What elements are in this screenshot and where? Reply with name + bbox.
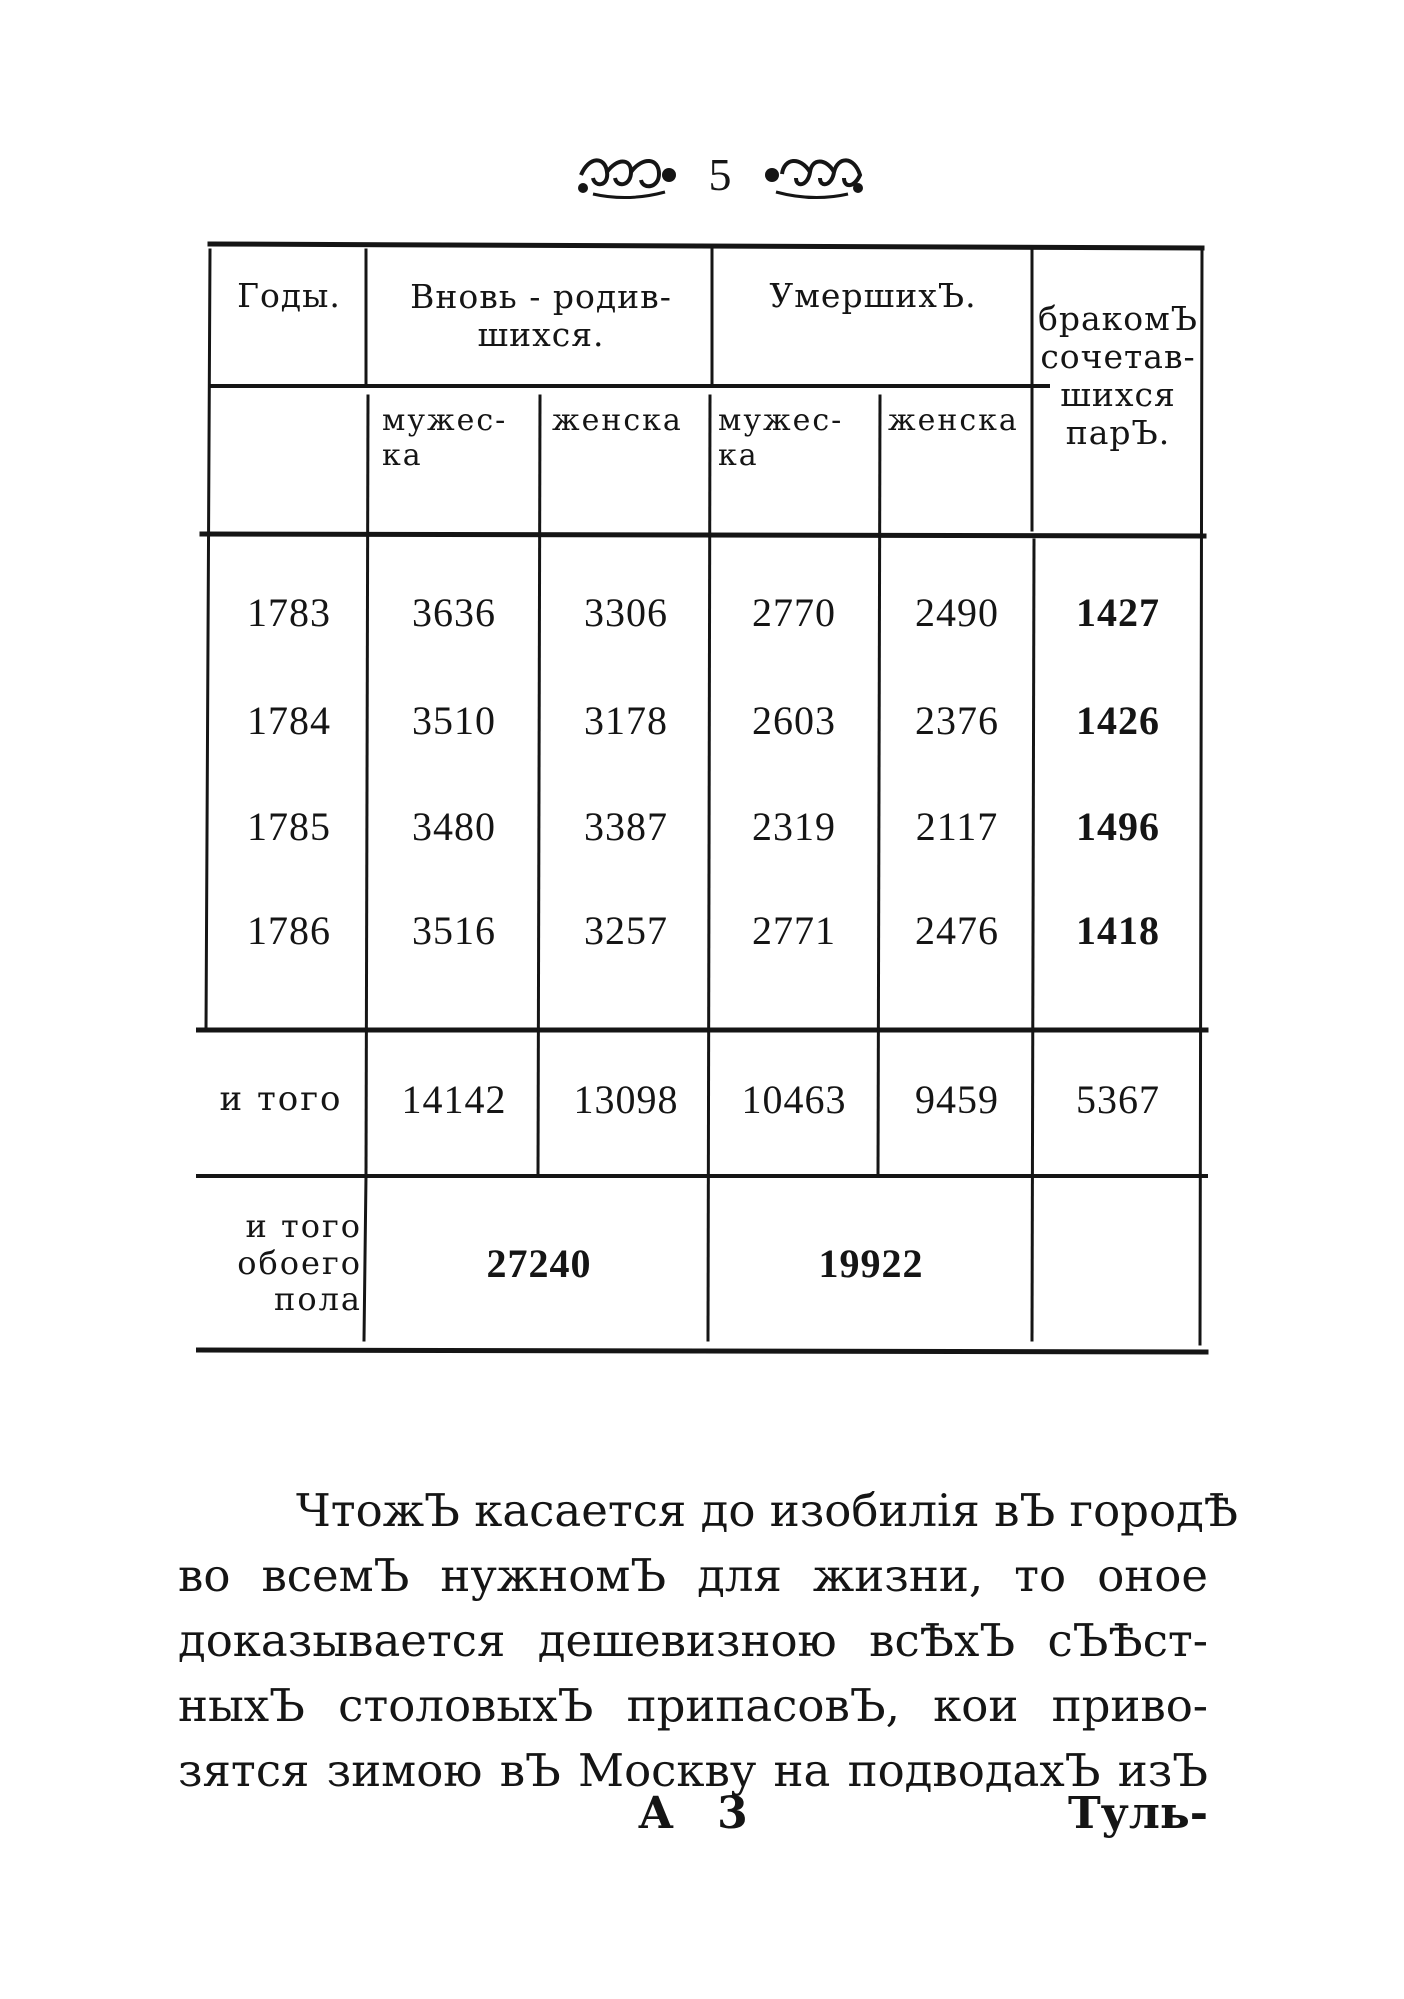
cell-year: 1785 (247, 804, 331, 849)
subheader-born-male: мужес-ка (382, 403, 508, 473)
total-marriages: 5367 (1076, 1077, 1160, 1122)
grand-total-born: 27240 (486, 1241, 592, 1286)
cell-marriages: 1418 (1076, 908, 1160, 953)
vital-statistics-table (196, 236, 1210, 1366)
subheader-died-female: женска (888, 403, 1019, 438)
cell-died-male: 2603 (752, 698, 836, 743)
cell-died-female: 2476 (915, 908, 999, 953)
cell-marriages: 1427 (1076, 590, 1160, 635)
text-line: зятся зимою вЪ Москву на подводахЪ изЪ (178, 1744, 1208, 1797)
cell-born-male: 3480 (412, 804, 496, 849)
left-ornament-icon (573, 148, 683, 202)
cell-born-male: 3636 (412, 590, 496, 635)
cell-died-female: 2376 (915, 698, 999, 743)
header-died: УмершихЪ. (769, 276, 977, 316)
text-line: во всемЪ нужномЪ для жизни, то оное (178, 1549, 1208, 1602)
header-years: Годы. (237, 276, 341, 316)
total-born-male: 14142 (401, 1077, 507, 1122)
cell-marriages: 1496 (1076, 804, 1160, 849)
cell-year: 1783 (247, 590, 331, 635)
cell-born-male: 3516 (412, 908, 496, 953)
cell-born-male: 3510 (412, 698, 496, 743)
grand-total-died: 19922 (818, 1241, 924, 1286)
subheader-died-male: мужес-ка (718, 403, 844, 473)
cell-year: 1786 (247, 908, 331, 953)
cell-died-male: 2319 (752, 804, 836, 849)
subheader-born-female: женска (552, 403, 683, 438)
catchword: Туль- (1067, 1788, 1208, 1839)
grand-totals-label: и того обоего пола (237, 1206, 362, 1319)
cell-died-female: 2490 (915, 590, 999, 635)
totals-label: и того (219, 1079, 343, 1120)
cell-marriages: 1426 (1076, 698, 1160, 743)
text-line: ЧтожЪ касается до изобилія вЪ городѢ (296, 1484, 1239, 1537)
header-marriages: бракомЪ сочетав-шихся парЪ. (1037, 299, 1199, 452)
running-head (560, 140, 880, 210)
cell-born-female: 3257 (584, 908, 668, 953)
total-born-female: 13098 (573, 1077, 679, 1122)
cell-year: 1784 (247, 698, 331, 743)
total-died-female: 9459 (915, 1077, 999, 1122)
signature-mark: А 3 (638, 1788, 762, 1839)
page-number: 5 (708, 149, 732, 200)
text-line: ныхЪ столовыхЪ припасовЪ, кои приво- (178, 1679, 1208, 1732)
page-footer (178, 1788, 1208, 1848)
cell-born-female: 3387 (584, 804, 668, 849)
cell-died-male: 2771 (752, 908, 836, 953)
text-line: доказывается дешевизною всѢхЪ сЪѢст- (178, 1614, 1208, 1667)
total-died-male: 10463 (741, 1077, 847, 1122)
cell-died-female: 2117 (915, 804, 999, 849)
header-born: Вновь - родив-шихся. (410, 277, 672, 354)
body-paragraph (178, 1478, 1239, 1803)
cell-born-female: 3178 (584, 698, 668, 743)
cell-born-female: 3306 (584, 590, 668, 635)
cell-died-male: 2770 (752, 590, 836, 635)
right-ornament-icon (758, 148, 868, 202)
